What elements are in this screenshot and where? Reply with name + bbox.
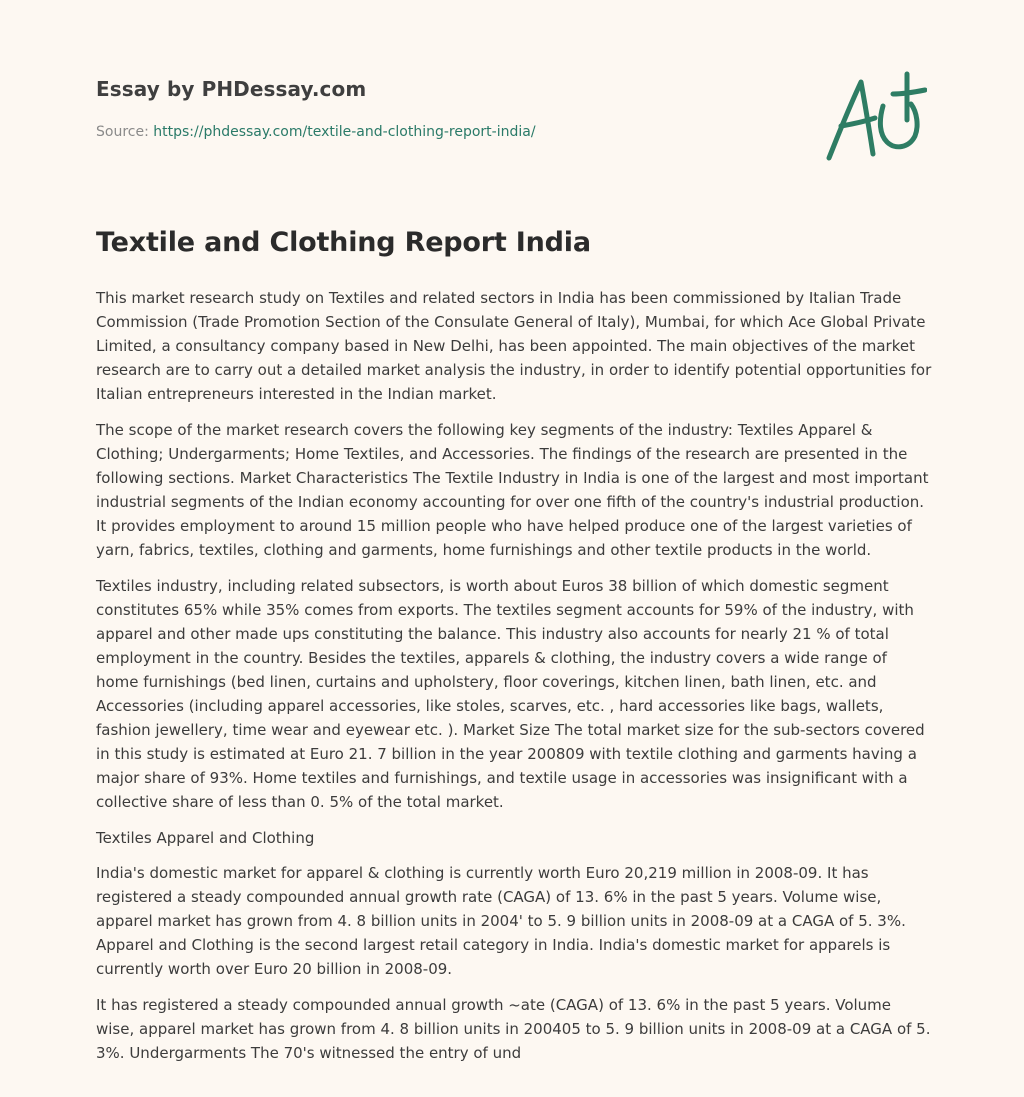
- section-subheading: Textiles Apparel and Clothing: [96, 829, 315, 847]
- paragraph: The scope of the market research covers the following key segments of the industry: Textiles Apparel & Clothing; Undergarments; Home Textiles, and Accessories. The findings of the research are presented in the following sections. Market Characteristics The Textile Industry in India is one of the largest and most important industrial segments of the Indian economy accounting for over one fifth of the country's industrial production. It provides employment to around 15 million people who have helped produce one of the largest varieties of yarn, fabrics, textiles, clothing and garments, home furnishings and other textile products in the world.: [96, 421, 929, 559]
- source-label: Source:: [96, 124, 154, 140]
- page-header: [96, 0, 932, 180]
- source-link[interactable]: https://phdessay.com/textile-and-clothing-report-india/: [153, 124, 536, 140]
- source-line: [96, 124, 536, 140]
- paragraph: Textiles industry, including related subsectors, is worth about Euros 38 billion of which domestic segment constitutes 65% while 35% comes from exports. The textiles segment accounts for 59% of the industry, with apparel and other made ups constituting the balance. This industry also accounts for nearly 21 % of total employment in the country. Besides the textiles, apparels & clothing, the industry covers a wide range of home furnishings (bed linen, curtains and upholstery, floor coverings, kitchen linen, bath linen, etc. and Accessories (including apparel accessories, like stoles, scarves, etc. , hard accessories like bags, wallets, fashion jewellery, time wear and eyewear etc. ). Market Size The total market size for the sub-sectors covered in this study is estimated at Euro 21. 7 billion in the year 200809 with textile clothing and garments having a major share of 93%. Home textiles and furnishings, and textile usage in accessories was insignificant with a collective share of less than 0. 5% of the total market.: [96, 577, 925, 811]
- paragraph: India's domestic market for apparel & clothing is currently worth Euro 20,219 million in 2008-09. It has registered a steady compounded annual growth rate (CAGA) of 13. 6% in the past 5 years. Volume wise, apparel market has grown from 4. 8 billion units in 2004' to 5. 9 billion units in 2008-09 at a CAGA of 5. 3%. Apparel and Clothing is the second largest retail category in India. India's domestic market for apparels is currently worth over Euro 20 billion in 2008-09.: [96, 864, 906, 978]
- a-plus-logo-icon: [821, 68, 927, 164]
- essay-page: [96, 0, 932, 1062]
- paragraph: It has registered a steady compounded annual growth ~ate (CAGA) of 13. 6% in the past 5 years. Volume wise, apparel market has grown from 4. 8 billion units in 200405 to 5. 9 billion units in 2008-09 at a CAGA of 5. 3%. Undergarments The 70's witnessed the entry of und: [96, 996, 931, 1062]
- page-title: Textile and Clothing Report India: [96, 227, 591, 258]
- paragraph: This market research study on Textiles and related sectors in India has been commissioned by Italian Trade Commission (Trade Promotion Section of the Consulate General of Italy), Mumbai, for which Ace Global Private Limited, a consultancy company based in New Delhi, has been appointed. The main objectives of the market research are to carry out a detailed market analysis the industry, in order to identify potential opportunities for Italian entrepreneurs interested in the Indian market.: [96, 289, 932, 403]
- essay-body: [96, 286, 932, 1077]
- brand-name: Essay by PHDessay.com: [96, 77, 367, 101]
